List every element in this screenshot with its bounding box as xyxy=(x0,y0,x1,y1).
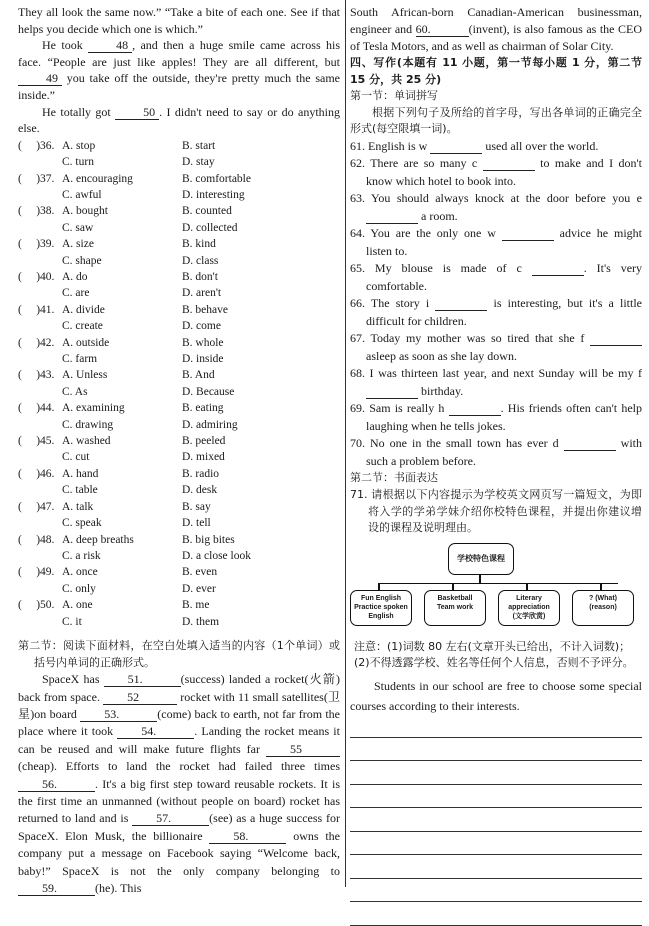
spacer xyxy=(18,384,62,400)
passage-paragraph xyxy=(18,4,340,37)
option-a[interactable]: A. bought xyxy=(62,205,108,218)
spelling-item xyxy=(350,435,642,470)
passage-text: He totally got xyxy=(42,104,116,119)
item-prompt: 68. I was thirteen last year, and next Sunday will be my f xyxy=(350,366,642,381)
question-num: 40. xyxy=(40,271,55,283)
diagram-connector xyxy=(479,574,481,583)
blank-52[interactable]: 52 xyxy=(103,691,177,705)
essay-opening: Students in our school are free to choose some special courses according to their interests. xyxy=(350,679,642,714)
option-a[interactable]: A. examining xyxy=(62,402,125,415)
part1-title: 第一节：单词拼写 xyxy=(350,89,438,103)
blank-53[interactable]: 53. xyxy=(80,708,157,722)
spacer xyxy=(18,220,62,236)
option-d[interactable]: D. Because xyxy=(182,385,235,398)
passage-text: They all look the same now.” “Take a bite of each one. See if that helps you decide which one is which.” xyxy=(18,5,340,36)
question-36 xyxy=(18,138,340,171)
blank-48[interactable]: 48 xyxy=(88,39,132,53)
question-number xyxy=(18,466,62,482)
item-prompt: 65. My blouse is made of c xyxy=(350,261,532,276)
node-title: Literary appreciation xyxy=(508,594,550,611)
answer-paren[interactable]: ( ) xyxy=(18,336,41,349)
question-38 xyxy=(18,203,340,236)
spacer xyxy=(18,482,62,498)
answer-paren[interactable]: ( ) xyxy=(18,369,41,382)
option-b[interactable]: B. peeled xyxy=(182,435,226,448)
answer-paren[interactable]: ( ) xyxy=(18,303,41,316)
passage-text: (cheap). Efforts to land the rocket had failed three times xyxy=(18,759,340,774)
option-d[interactable]: D. them xyxy=(182,615,220,628)
column-divider xyxy=(345,0,346,887)
grammar-fill-passage xyxy=(18,671,340,897)
note-2: (2)不得透露学校、姓名等任何个人信息，否则不予评分。 xyxy=(354,656,634,670)
question-num: 45. xyxy=(40,435,55,448)
option-b[interactable]: B. kind xyxy=(182,238,216,251)
option-a[interactable]: A. washed xyxy=(62,435,111,448)
option-a[interactable]: A. Unless xyxy=(62,369,108,382)
option-b[interactable]: B. comfortable xyxy=(182,172,251,185)
option-b[interactable]: B. And xyxy=(182,369,215,382)
option-d[interactable]: D. interesting xyxy=(182,188,245,201)
answer-paren[interactable]: ( ) xyxy=(18,139,41,152)
answer-blank[interactable] xyxy=(430,140,482,154)
item-prompt: 63. You should always knock at the door before you e xyxy=(350,191,642,206)
blank-59[interactable]: 59. xyxy=(18,882,95,896)
passage-text: (success) landed a rocket(火箭) back from space. xyxy=(18,672,340,704)
item-rest: is interesting, but it's a little difficult for children. xyxy=(366,296,642,328)
item-rest: asleep as soon as she lay down. xyxy=(366,348,517,363)
question-40 xyxy=(18,269,340,302)
blank-51[interactable]: 51. xyxy=(104,673,181,687)
section2-heading: 第二节：阅读下面材料，在空白处填入适当的内容（1个单词）或括号内单词的正确形式。 xyxy=(18,638,340,669)
passage-paragraph xyxy=(18,37,340,103)
option-b[interactable]: B. radio xyxy=(182,467,220,480)
option-b[interactable]: B. behave xyxy=(182,303,228,316)
option-d[interactable]: D. desk xyxy=(182,484,218,497)
passage-text: He took xyxy=(42,38,89,53)
option-a[interactable]: A. hand xyxy=(62,467,99,480)
node-title: Fun English xyxy=(360,594,402,602)
diagram-node xyxy=(498,590,560,626)
question-49 xyxy=(18,564,340,597)
option-b[interactable]: B. don't xyxy=(182,271,218,283)
passage-text: . Landing the rocket means it can be reused and will make future flights far xyxy=(18,724,340,756)
answer-paren[interactable]: ( ) xyxy=(18,599,41,612)
node-subtitle: (文学欣赏) xyxy=(512,612,546,620)
question-num: 47. xyxy=(40,500,55,513)
item-prompt: 66. The story i xyxy=(350,296,436,311)
option-a[interactable]: A. divide xyxy=(62,303,105,316)
question-num: 42. xyxy=(40,336,55,349)
passage-text: (he). This xyxy=(95,881,142,895)
question-num: 49. xyxy=(40,566,55,579)
answer-lines[interactable] xyxy=(350,714,642,926)
node-subtitle: Team work xyxy=(436,603,474,611)
item-prompt: 61. English is w xyxy=(350,138,431,153)
option-b[interactable]: B. whole xyxy=(182,336,224,349)
question-num: 37. xyxy=(40,172,55,185)
answer-paren[interactable]: ( ) xyxy=(18,205,41,218)
option-a[interactable]: A. once xyxy=(62,566,98,579)
question-41 xyxy=(18,302,340,335)
passage-paragraph xyxy=(18,104,340,137)
option-c[interactable]: C. awful xyxy=(62,188,102,201)
question-num: 46. xyxy=(40,467,55,480)
option-b[interactable]: B. say xyxy=(182,500,211,513)
option-b[interactable]: B. me xyxy=(182,599,210,612)
blank-50[interactable]: 50 xyxy=(115,106,159,120)
spelling-item xyxy=(350,330,642,365)
question-number xyxy=(18,367,62,383)
option-c[interactable]: C. saw xyxy=(62,221,94,234)
option-a[interactable]: A. encouraging xyxy=(62,172,133,185)
answer-paren[interactable]: ( ) xyxy=(18,435,41,448)
item-rest: used all over the world. xyxy=(482,138,599,153)
passage-text: owns the company put a message on Facebook saying “Welcome back, baby!” SpaceX is not the only company belonging to xyxy=(18,828,340,878)
answer-paren[interactable]: ( ) xyxy=(18,500,41,513)
option-c[interactable]: C. As xyxy=(62,385,88,398)
item-rest: advice he might listen to. xyxy=(366,226,643,258)
option-a[interactable]: A. outside xyxy=(62,336,110,349)
passage-text: (come) back to earth, not far from the place where it took xyxy=(18,706,340,739)
spacer xyxy=(18,351,62,367)
option-a[interactable]: A. stop xyxy=(62,139,96,152)
option-c[interactable]: C. cut xyxy=(62,451,90,464)
spacer xyxy=(18,154,62,170)
option-d[interactable]: D. tell xyxy=(182,517,211,530)
option-c[interactable]: C. it xyxy=(62,615,82,628)
node-title: Basketball xyxy=(437,594,473,602)
option-c[interactable]: C. turn xyxy=(62,156,94,169)
question-number xyxy=(18,433,62,449)
option-c[interactable]: C. table xyxy=(62,484,98,497)
option-d[interactable]: D. class xyxy=(182,254,219,267)
blank-58[interactable]: 58. xyxy=(209,830,286,844)
question-num: 39. xyxy=(40,238,55,251)
option-b[interactable]: B. even xyxy=(182,566,218,579)
answer-paren[interactable]: ( ) xyxy=(18,271,41,283)
spacer xyxy=(18,449,62,465)
option-d[interactable]: D. collected xyxy=(182,221,238,234)
part2-prompt: 71. 请根据以下内容提示为学校英文网页写一篇短文，为即将入学的学弟学妹介绍你校特色课程，并提出你建议增设的课程及说明理由。 xyxy=(350,488,642,535)
option-b[interactable]: B. start xyxy=(182,139,216,152)
option-d[interactable]: D. ever xyxy=(182,582,216,595)
item-rest: birthday. xyxy=(418,383,464,398)
part2-title: 第二节：书面表达 xyxy=(350,471,438,485)
question-number xyxy=(18,532,62,548)
question-47 xyxy=(18,499,340,532)
question-number xyxy=(18,400,62,416)
item-rest: to make and I don't know which hotel to book into. xyxy=(366,156,642,188)
question-48 xyxy=(18,532,340,565)
blank-56[interactable]: 56. xyxy=(18,778,95,792)
item-prompt: 62. There are so many c xyxy=(350,156,483,171)
node-title: ? (What) xyxy=(589,594,617,602)
spelling-item xyxy=(350,260,642,295)
passage-text: . It's a big first step toward reusable rockets. It is the first time an unmanned (without people on board) rocket has returned to land and is xyxy=(18,776,340,826)
spacer xyxy=(18,253,62,269)
diagram-node xyxy=(572,590,634,626)
option-a[interactable]: A. do xyxy=(62,271,88,283)
answer-blank[interactable] xyxy=(435,297,487,311)
item-rest: . It's very comfortable. xyxy=(366,261,643,293)
item-rest: with such a problem before. xyxy=(366,436,642,468)
passage-text: you take off the outside, they're pretty much the same inside.” xyxy=(18,71,340,102)
item-prompt: 67. Today my mother was so tired that she f xyxy=(350,331,590,346)
question-number xyxy=(18,564,62,580)
option-d[interactable]: D. mixed xyxy=(182,451,225,464)
answer-blank[interactable] xyxy=(564,437,616,451)
item-prompt: 64. You are the only one w xyxy=(350,226,502,241)
question-number xyxy=(18,171,62,187)
spelling-items xyxy=(350,138,642,471)
question-number xyxy=(18,302,62,318)
option-d[interactable]: D. stay xyxy=(182,156,215,169)
node-subtitle: (reason) xyxy=(589,603,617,611)
question-number xyxy=(18,138,62,154)
question-num: 43. xyxy=(40,369,55,382)
diagram-root: 学校特色课程 xyxy=(448,543,514,575)
option-c[interactable]: C. shape xyxy=(62,254,102,267)
option-c[interactable]: C. a risk xyxy=(62,549,101,562)
option-b[interactable]: B. big bites xyxy=(182,533,235,546)
answer-paren[interactable]: ( ) xyxy=(18,533,41,546)
answer-paren[interactable]: ( ) xyxy=(18,402,41,415)
question-43 xyxy=(18,367,340,400)
option-a[interactable]: A. size xyxy=(62,238,94,251)
question-number xyxy=(18,236,62,252)
question-num: 38. xyxy=(40,205,55,218)
question-44 xyxy=(18,400,340,433)
answer-blank[interactable] xyxy=(449,402,501,416)
question-45 xyxy=(18,433,340,466)
answer-paren[interactable]: ( ) xyxy=(18,172,41,185)
question-number xyxy=(18,597,62,613)
question-number xyxy=(18,335,62,351)
option-c[interactable]: C. speak xyxy=(62,517,102,530)
spacer xyxy=(18,548,62,564)
option-c[interactable]: C. create xyxy=(62,320,103,333)
question-number xyxy=(18,203,62,219)
question-50 xyxy=(18,597,340,630)
passage-text: (invent), is also famous as the CEO of Tesla Motors, and as well as chairman of Solar City. xyxy=(350,22,642,53)
option-d[interactable]: D. inside xyxy=(182,353,224,366)
diagram-node xyxy=(350,590,412,626)
blank-49[interactable]: 49 xyxy=(18,72,62,86)
answer-blank[interactable] xyxy=(502,227,554,241)
option-c[interactable]: C. drawing xyxy=(62,418,114,431)
answer-blank[interactable] xyxy=(483,157,535,171)
option-d[interactable]: D. come xyxy=(182,320,221,333)
cloze-passage xyxy=(18,4,340,137)
answer-paren[interactable]: ( ) xyxy=(18,238,41,251)
spacer xyxy=(18,318,62,334)
spacer xyxy=(18,581,62,597)
spelling-item xyxy=(350,190,642,225)
option-a[interactable]: A. deep breaths xyxy=(62,533,134,546)
answer-paren[interactable]: ( ) xyxy=(18,566,41,579)
spelling-item xyxy=(350,295,642,330)
answer-blank[interactable] xyxy=(590,332,642,346)
passage-text: . I didn't need to say or do anything else. xyxy=(18,104,340,136)
passage-text: (see) as a huge success for SpaceX. Elon Musk, the billionaire xyxy=(18,811,340,843)
diagram-connector xyxy=(378,583,618,585)
question-num: 50. xyxy=(40,599,55,612)
option-a[interactable]: A. one xyxy=(62,599,93,612)
item-prompt: 70. No one in the small town has ever d xyxy=(350,436,564,451)
question-39 xyxy=(18,236,340,269)
question-num: 36. xyxy=(40,139,55,152)
passage-text: SpaceX has xyxy=(42,672,104,687)
passage-text: South African-born Canadian-American businessman, engineer and xyxy=(350,5,642,36)
question-num: 41. xyxy=(40,303,55,316)
spacer xyxy=(18,614,62,630)
spelling-item xyxy=(350,365,642,400)
blank-54[interactable]: 54. xyxy=(117,725,194,739)
answer-paren[interactable]: ( ) xyxy=(18,467,41,480)
passage-text: , and then a huge smile came across his face. “People are just like apples! They are all different, but xyxy=(18,38,340,69)
option-a[interactable]: A. talk xyxy=(62,500,94,513)
question-46 xyxy=(18,466,340,499)
item-rest: . His friends often can't help laughing when he tells jokes. xyxy=(366,401,642,433)
answer-blank[interactable] xyxy=(532,262,584,276)
question-42 xyxy=(18,335,340,368)
option-c[interactable]: C. only xyxy=(62,582,96,595)
option-b[interactable]: B. counted xyxy=(182,205,232,218)
option-c[interactable]: C. are xyxy=(62,287,90,300)
blank-60[interactable]: 60. xyxy=(416,23,469,37)
blank-57[interactable]: 57. xyxy=(132,812,209,826)
item-prompt: 69. Sam is really h xyxy=(350,401,449,416)
passage-continuation xyxy=(350,4,642,55)
node-subtitle: Practice spoken English xyxy=(354,603,408,620)
question-37 xyxy=(18,171,340,204)
writing-heading: 四、写作(本题有 11 小题，第一节每小题 1 分，第二节 15 分，共 25 分) xyxy=(350,56,642,86)
blank-55[interactable]: 55 xyxy=(266,743,340,757)
answer-blank[interactable] xyxy=(366,385,418,399)
question-num: 44. xyxy=(40,402,55,415)
spacer xyxy=(18,285,62,301)
course-diagram xyxy=(350,543,642,635)
spelling-item xyxy=(350,155,642,190)
part1-instructions: 根据下列句子及所给的首字母，写出各单词的正确完全形式(每空限填一词)。 xyxy=(350,105,642,136)
item-rest: a room. xyxy=(418,208,458,223)
left-column xyxy=(18,4,340,897)
option-b[interactable]: B. eating xyxy=(182,402,224,415)
question-number xyxy=(18,269,62,285)
option-d[interactable]: D. aren't xyxy=(182,287,222,300)
answer-blank[interactable] xyxy=(366,210,418,224)
spelling-item xyxy=(350,400,642,435)
spelling-item xyxy=(350,138,642,156)
spacer xyxy=(18,417,62,433)
right-column xyxy=(350,4,642,926)
cloze-questions xyxy=(18,138,340,630)
option-d[interactable]: D. admiring xyxy=(182,418,238,431)
spelling-item xyxy=(350,225,642,260)
spacer xyxy=(18,515,62,531)
note-1: 注意：(1)词数 80 左右(文章开头已给出，不计入词数)； xyxy=(354,639,631,653)
option-d[interactable]: D. a close look xyxy=(182,549,251,562)
passage-text: rocket with 11 small satellites(卫星)on board xyxy=(18,689,340,721)
question-num: 48. xyxy=(40,533,55,546)
question-number xyxy=(18,499,62,515)
diagram-node xyxy=(424,590,486,626)
spacer xyxy=(18,187,62,203)
option-c[interactable]: C. farm xyxy=(62,353,98,366)
